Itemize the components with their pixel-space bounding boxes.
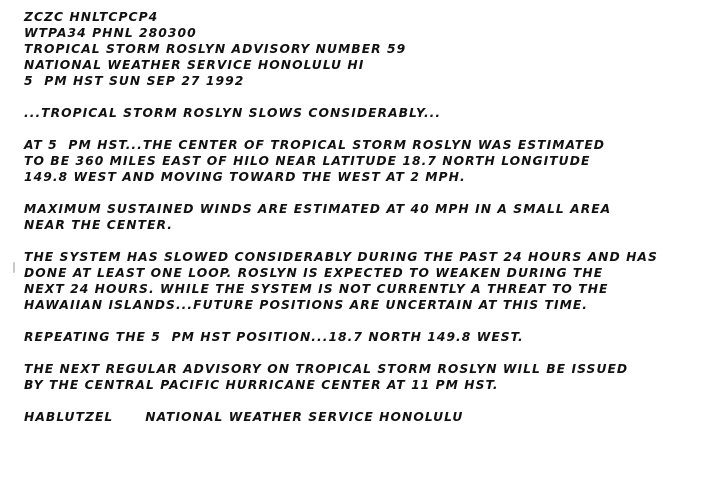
- paragraph-line: NEXT 24 HOURS. WHILE THE SYSTEM IS NOT CURRENTLY A THREAT TO THE: [24, 282, 609, 296]
- signature: HABLUTZEL NATIONAL WEATHER SERVICE HONOLULU: [24, 410, 464, 424]
- paragraph-line: DONE AT LEAST ONE LOOP. ROSLYN IS EXPECTED TO WEAKEN DURING THE: [24, 266, 604, 280]
- outlook-paragraph: [24, 249, 704, 313]
- scan-speck: [13, 262, 15, 273]
- position-paragraph: [24, 137, 704, 185]
- paragraph-line: THE SYSTEM HAS SLOWED CONSIDERABLY DURING THE PAST 24 HOURS AND HAS: [24, 250, 658, 264]
- issue-time: 5 PM HST SUN SEP 27 1992: [24, 74, 245, 88]
- header-line: WTPA34 PHNL 280300: [24, 26, 197, 40]
- paragraph-line: AT 5 PM HST...THE CENTER OF TROPICAL STORM ROSLYN WAS ESTIMATED: [24, 138, 606, 152]
- blank-line: [24, 121, 704, 137]
- paragraph-line: THE NEXT REGULAR ADVISORY ON TROPICAL STORM ROSLYN WILL BE ISSUED: [24, 362, 629, 376]
- blank-line: [24, 313, 704, 329]
- advisory-title: TROPICAL STORM ROSLYN ADVISORY NUMBER 59: [24, 42, 407, 56]
- header-line: ZCZC HNLTCPCP4: [24, 10, 159, 24]
- repeat-position: REPEATING THE 5 PM HST POSITION...18.7 NORTH 149.8 WEST.: [24, 330, 524, 344]
- header-block: [24, 9, 704, 89]
- winds-paragraph: [24, 201, 704, 233]
- paragraph-line: MAXIMUM SUSTAINED WINDS ARE ESTIMATED AT 40 MPH IN A SMALL AREA: [24, 202, 612, 216]
- blank-line: [24, 185, 704, 201]
- blank-line: [24, 345, 704, 361]
- next-advisory-paragraph: [24, 361, 704, 393]
- paragraph-line: HAWAIIAN ISLANDS...FUTURE POSITIONS ARE UNCERTAIN AT THIS TIME.: [24, 298, 589, 312]
- headline: ...TROPICAL STORM ROSLYN SLOWS CONSIDERABLY...: [24, 106, 442, 120]
- blank-line: [24, 393, 704, 409]
- header-line: NATIONAL WEATHER SERVICE HONOLULU HI: [24, 58, 365, 72]
- paragraph-line: BY THE CENTRAL PACIFIC HURRICANE CENTER AT 11 PM HST.: [24, 378, 499, 392]
- paragraph-line: TO BE 360 MILES EAST OF HILO NEAR LATITUDE 18.7 NORTH LONGITUDE: [24, 154, 591, 168]
- blank-line: [24, 233, 704, 249]
- paragraph-line: 149.8 WEST AND MOVING TOWARD THE WEST AT 2 MPH.: [24, 170, 466, 184]
- paragraph-line: NEAR THE CENTER.: [24, 218, 173, 232]
- blank-line: [24, 89, 704, 105]
- advisory-text: [24, 9, 704, 425]
